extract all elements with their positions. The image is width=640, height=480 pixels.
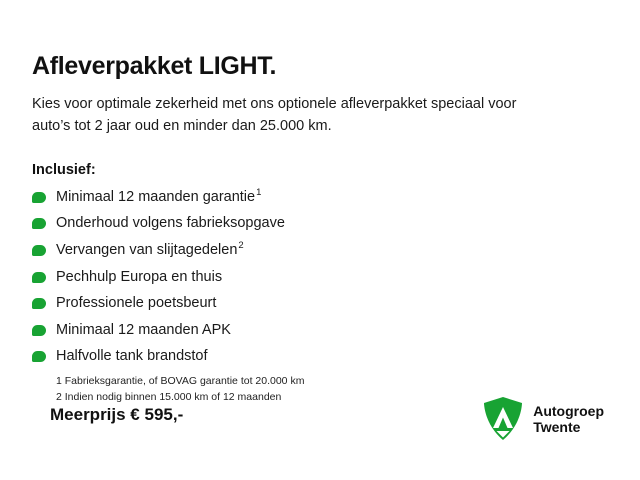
list-item [32, 321, 612, 339]
list-item [32, 241, 612, 259]
feature-label: Halfvolle tank brandstof [56, 348, 208, 365]
footnote-marker: 2 [238, 240, 244, 252]
inclusief-label: Inclusief: [32, 161, 96, 178]
footnote-marker: 1 [256, 186, 262, 198]
price-label: Meerprijs € 595,- [50, 405, 184, 424]
brand-logo [482, 396, 604, 442]
brand-name [533, 403, 604, 435]
list-item [32, 188, 612, 206]
list-item [32, 347, 612, 365]
leaf-bullet-icon [32, 351, 46, 362]
feature-label: Onderhoud volgens fabrieksopgave [56, 215, 285, 232]
feature-label: Minimaal 12 maanden garantie$^1$ [56, 186, 262, 205]
autogroep-twente-shield-icon [482, 396, 524, 442]
leaf-bullet-icon [32, 325, 46, 336]
page-title: Afleverpakket LIGHT. [32, 52, 277, 80]
footnote-2: 2 Indien nodig binnen 15.000 km of 12 maanden [56, 390, 282, 403]
list-item [32, 294, 612, 312]
brand-line-2: Twente [533, 419, 581, 435]
feature-label: Professionele poetsbeurt [56, 295, 217, 312]
leaf-bullet-icon [32, 298, 46, 309]
feature-label: Vervangen van slijtagedelen$^2$ [56, 240, 244, 258]
intro-paragraph: Kies voor optimale zekerheid met ons optionele afleverpakket speciaal voor auto’s tot 2 jaar oud en minder dan 25.000 km. [32, 95, 517, 135]
footnote-1: 1 Fabrieksgarantie, of BOVAG garantie tot 20.000 km [56, 375, 305, 388]
feature-label: Pechhulp Europa en thuis [56, 268, 223, 285]
brand-line-1: Autogroep [533, 402, 604, 419]
list-item [32, 214, 612, 232]
feature-list [32, 188, 612, 366]
leaf-bullet-icon [32, 272, 46, 283]
list-item [32, 268, 612, 286]
leaf-bullet-icon [32, 218, 46, 229]
feature-label: Minimaal 12 maanden APK [56, 321, 231, 338]
leaf-bullet-icon [32, 192, 46, 203]
content-area [32, 52, 612, 406]
leaf-bullet-icon [32, 245, 46, 256]
